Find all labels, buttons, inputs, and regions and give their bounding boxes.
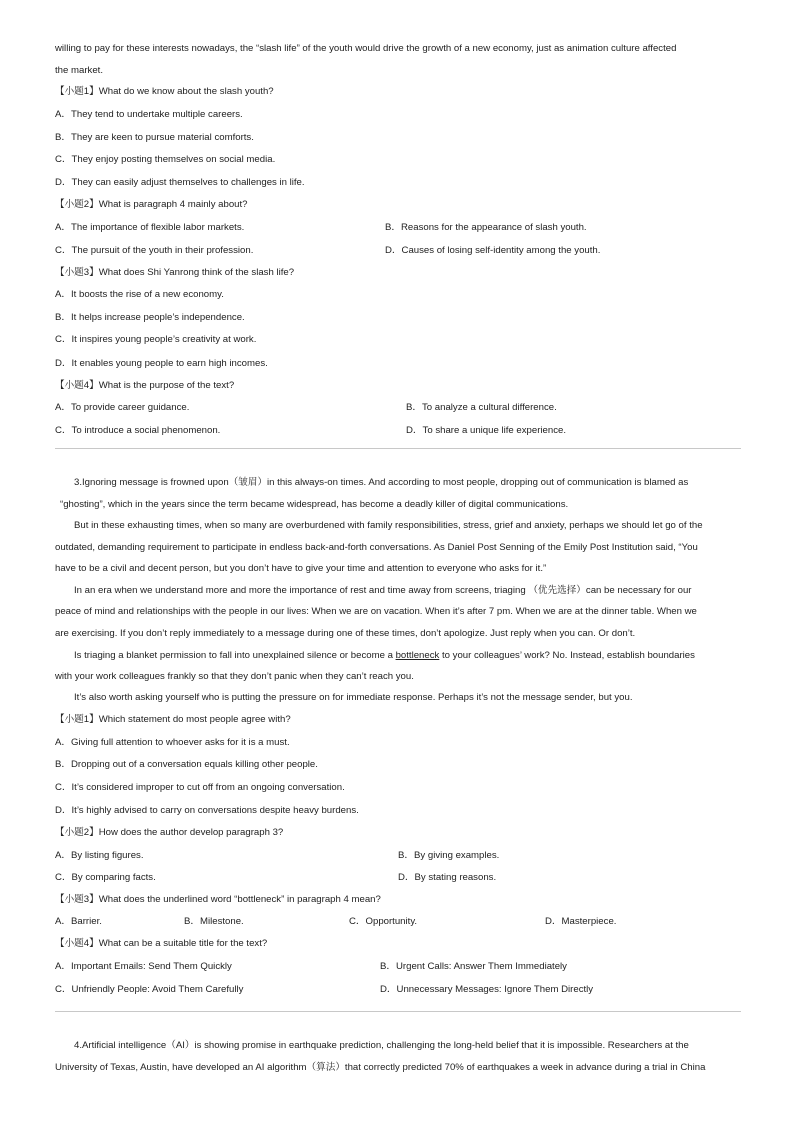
answer-option[interactable]: B．Dropping out of a conversation equals killing other people. xyxy=(55,759,318,770)
answer-option[interactable]: A．To provide career guidance. xyxy=(55,402,190,413)
answer-option[interactable]: A．Giving full attention to whoever asks for it is a must. xyxy=(55,737,290,748)
answer-option[interactable]: C．To introduce a social phenomenon. xyxy=(55,425,221,436)
section-divider xyxy=(55,448,741,449)
passage-line: 4.Artificial intelligence（AI）is showing promise in earthquake prediction, challenging the long-held belief that it is impossible. Researchers at the xyxy=(74,1040,689,1051)
passage-line: “ghosting”, which in the years since the term became widespread, has become a deadly killer of digital communications. xyxy=(60,499,569,510)
answer-option[interactable]: C．By comparing facts. xyxy=(55,872,156,883)
answer-option[interactable]: D．Causes of losing self-identity among the youth. xyxy=(385,245,601,256)
answer-option[interactable]: A．By listing figures. xyxy=(55,850,144,861)
passage-line: But in these exhausting times, when so many are overburdened with family responsibilities, stress, grief and anxiety, perhaps we should let go of the xyxy=(74,520,703,531)
answer-option[interactable]: D．To share a unique life experience. xyxy=(406,425,566,436)
answer-option[interactable]: B．To analyze a cultural difference. xyxy=(406,402,557,413)
passage-line: have to be a civil and decent person, but you don’t have to give your time and attention to everyone who asks for it.” xyxy=(55,563,547,574)
question-stem: 【小题2】What is paragraph 4 mainly about? xyxy=(55,199,248,210)
answer-option[interactable]: D．Masterpiece. xyxy=(545,916,617,927)
answer-option[interactable]: A．They tend to undertake multiple careers. xyxy=(55,109,243,120)
passage-line: are exercising. If you don’t reply immediately to a message during one of these times, don’t apologize. Just reply when you can. Or don’t. xyxy=(55,628,636,639)
passage-line: with your work colleagues frankly so that they don’t panic when they can’t reach you. xyxy=(55,671,414,682)
answer-option[interactable]: A．Barrier. xyxy=(55,916,102,927)
answer-option[interactable]: D．By stating reasons. xyxy=(398,872,497,883)
question-stem: 【小题2】How does the author develop paragraph 3? xyxy=(55,827,284,838)
answer-option[interactable]: C．They enjoy posting themselves on social media. xyxy=(55,154,276,165)
question-stem: 【小题3】What does Shi Yanrong think of the slash life? xyxy=(55,267,295,278)
passage-line: willing to pay for these interests nowadays, the “slash life” of the youth would drive the growth of a new economy, just as animation culture affected xyxy=(55,43,677,54)
answer-option[interactable]: C．Opportunity. xyxy=(349,916,418,927)
answer-option[interactable]: D．Unnecessary Messages: Ignore Them Directly xyxy=(380,984,594,995)
answer-option[interactable]: C．Unfriendly People: Avoid Them Carefully xyxy=(55,984,244,995)
answer-option[interactable]: B．They are keen to pursue material comforts. xyxy=(55,132,254,143)
answer-option[interactable]: C．The pursuit of the youth in their profession. xyxy=(55,245,254,256)
question-stem: 【小题4】What is the purpose of the text? xyxy=(55,380,235,391)
passage-line: In an era when we understand more and more the importance of rest and time away from screens, triaging （优先选择）can be necessary for our xyxy=(74,585,692,596)
answer-option[interactable]: B．Reasons for the appearance of slash youth. xyxy=(385,222,587,233)
question-stem: 【小题3】What does the underlined word “bottleneck” in paragraph 4 mean? xyxy=(55,894,381,905)
question-stem: 【小题4】What can be a suitable title for the text? xyxy=(55,938,268,949)
passage-line xyxy=(74,650,695,662)
passage-text: Is triaging a blanket permission to fall into unexplained silence or become a xyxy=(74,650,396,661)
passage-line: University of Texas, Austin, have developed an AI algorithm（算法）that correctly predicted 70% of earthquakes a week in advance during a trial in China xyxy=(55,1062,706,1073)
answer-option[interactable]: B．It helps increase people’s independence. xyxy=(55,312,245,323)
question-stem: 【小题1】Which statement do most people agree with? xyxy=(55,714,291,725)
passage-line: outdated, demanding requirement to participate in endless back-and-forth conversations. As Daniel Post Senning of the Emily Post Institution said, “You xyxy=(55,542,698,553)
underlined-word: bottleneck xyxy=(395,650,440,661)
passage-line: the market. xyxy=(55,65,103,76)
answer-option[interactable]: B．By giving examples. xyxy=(398,850,500,861)
question-stem: 【小题1】What do we know about the slash youth? xyxy=(55,86,274,97)
answer-option[interactable]: D．It’s highly advised to carry on conversations despite heavy burdens. xyxy=(55,805,359,816)
answer-option[interactable]: D．They can easily adjust themselves to challenges in life. xyxy=(55,177,305,188)
passage-line: 3.Ignoring message is frowned upon（皱眉）in this always-on times. And according to most people, dropping out of communication is blamed as xyxy=(74,477,689,488)
answer-option[interactable]: A．Important Emails: Send Them Quickly xyxy=(55,961,232,972)
answer-option[interactable]: D．It enables young people to earn high incomes. xyxy=(55,358,268,369)
passage-line: It’s also worth asking yourself who is putting the pressure on for immediate response. Perhaps it’s not the message sender, but you. xyxy=(74,692,633,703)
passage-text: to your colleagues’ work? No. Instead, establish boundaries xyxy=(439,650,695,661)
answer-option[interactable]: B．Milestone. xyxy=(184,916,244,927)
answer-option[interactable]: A．The importance of flexible labor markets. xyxy=(55,222,245,233)
answer-option[interactable]: C．It’s considered improper to cut off from an ongoing conversation. xyxy=(55,782,345,793)
answer-option[interactable]: C．It inspires young people’s creativity at work. xyxy=(55,334,257,345)
passage-line: peace of mind and relationships with the people in our lives: When we are on vacation. When it’s after 7 pm. When we are at the dinner table. When we xyxy=(55,606,697,617)
section-divider xyxy=(55,1011,741,1012)
answer-option[interactable]: A．It boosts the rise of a new economy. xyxy=(55,289,224,300)
answer-option[interactable]: B．Urgent Calls: Answer Them Immediately xyxy=(380,961,567,972)
